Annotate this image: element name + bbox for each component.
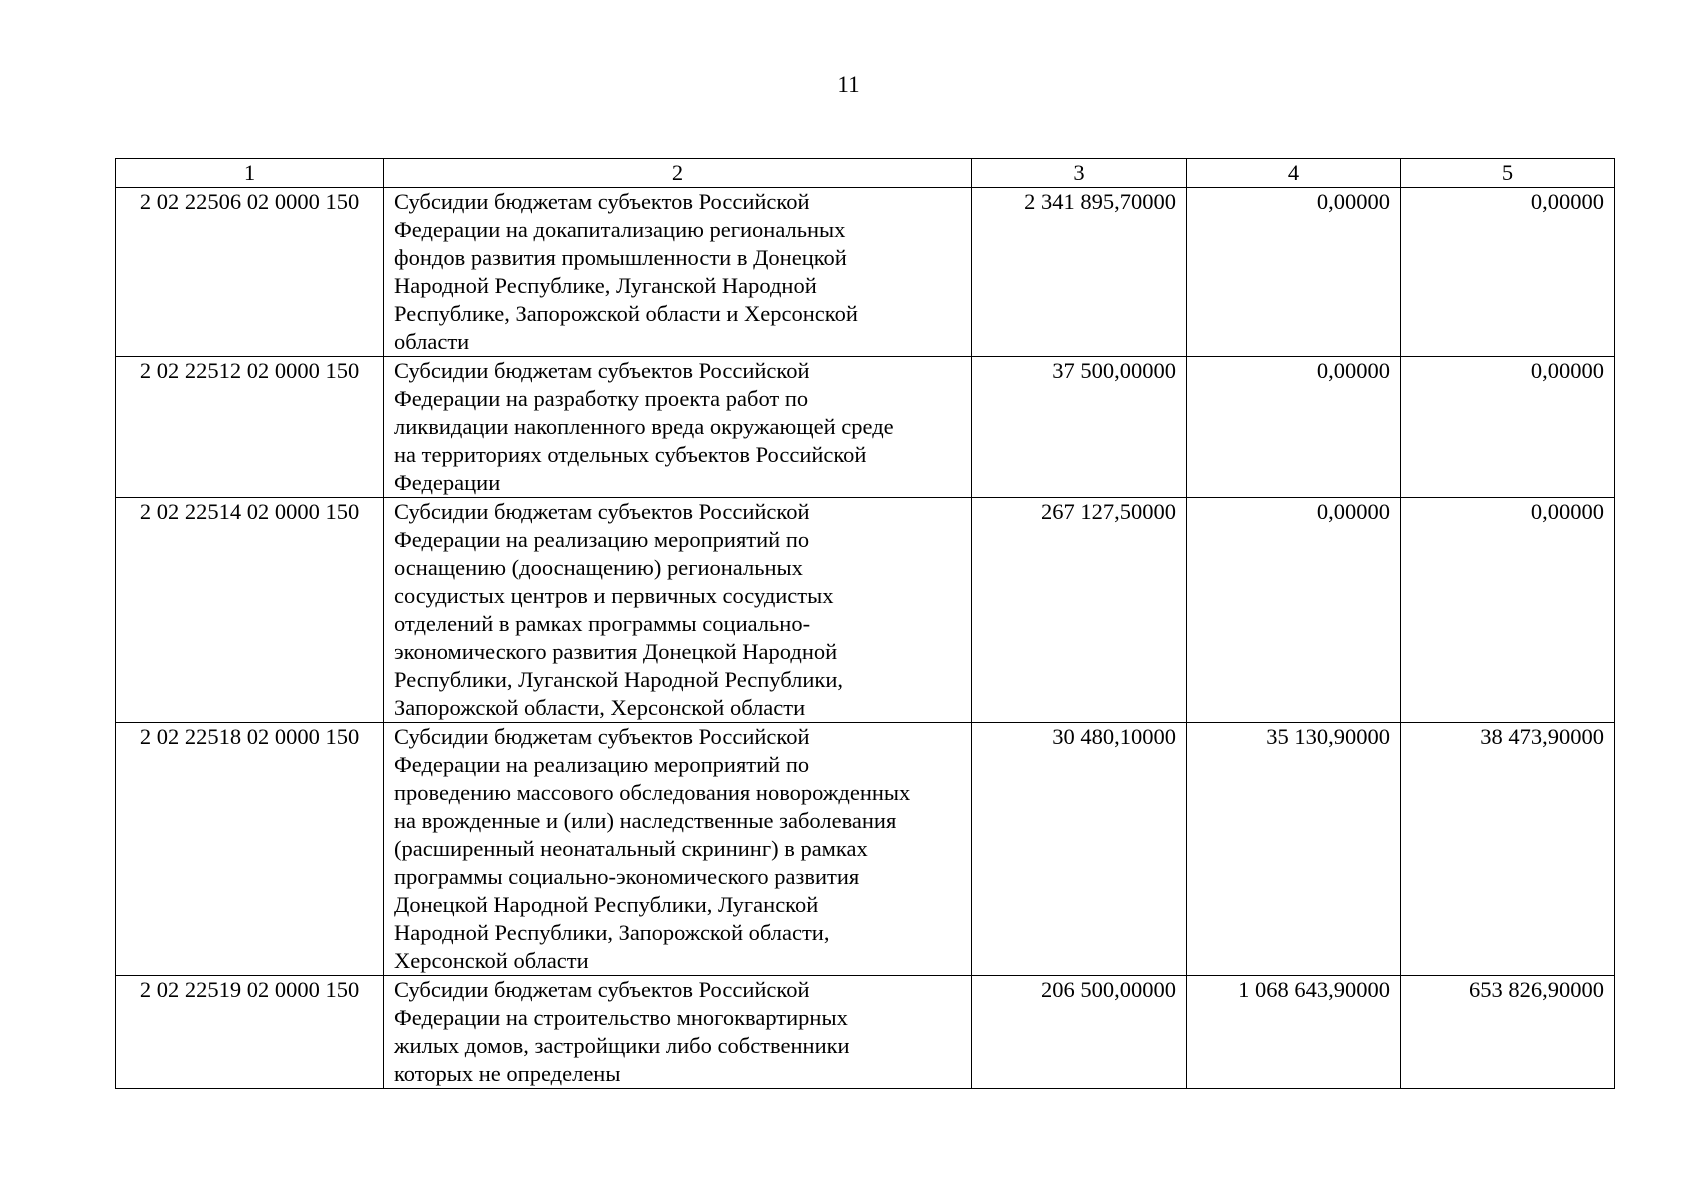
description-line: Федерации на строительство многоквартирных — [394, 1005, 848, 1030]
row-description — [384, 976, 972, 1089]
column-header-2: 2 — [384, 159, 972, 188]
header-row — [116, 159, 1615, 188]
row-code: 2 02 22514 02 0000 150 — [116, 498, 384, 723]
description-line: Субсидии бюджетам субъектов Российской — [394, 358, 810, 383]
description-line: оснащению (дооснащению) региональных — [394, 555, 803, 580]
row-value-col3: 37 500,00000 — [972, 357, 1187, 498]
row-value-col5: 653 826,90000 — [1401, 976, 1615, 1089]
description-line: Запорожской области, Херсонской области — [394, 695, 806, 720]
row-value-col5: 0,00000 — [1401, 357, 1615, 498]
row-value-col3: 206 500,00000 — [972, 976, 1187, 1089]
table-row — [116, 188, 1615, 357]
row-value-col5: 0,00000 — [1401, 498, 1615, 723]
description-line: сосудистых центров и первичных сосудистых — [394, 583, 834, 608]
description-line: Народной Республики, Запорожской области, — [394, 920, 830, 945]
description-line: отделений в рамках программы социально- — [394, 611, 811, 636]
description-line: на врожденные и (или) наследственные заболевания — [394, 808, 897, 833]
budget-table — [115, 158, 1615, 1089]
description-line: фондов развития промышленности в Донецкой — [394, 245, 847, 270]
description-line: проведению массового обследования новорожденных — [394, 780, 911, 805]
column-header-3: 3 — [972, 159, 1187, 188]
description-line: Федерации на докапитализацию региональных — [394, 217, 846, 242]
description-line: программы социально-экономического развития — [394, 864, 860, 889]
row-value-col4: 0,00000 — [1187, 188, 1401, 357]
column-header-1: 1 — [116, 159, 384, 188]
table-row — [116, 723, 1615, 976]
row-value-col4: 0,00000 — [1187, 498, 1401, 723]
row-value-col5: 38 473,90000 — [1401, 723, 1615, 976]
description-line: Херсонской области — [394, 948, 589, 973]
description-line: ликвидации накопленного вреда окружающей среде — [394, 414, 894, 439]
description-line: Субсидии бюджетам субъектов Российской — [394, 977, 810, 1002]
description-line: Республики, Луганской Народной Республики, — [394, 667, 844, 692]
row-value-col5: 0,00000 — [1401, 188, 1615, 357]
table-row — [116, 498, 1615, 723]
row-value-col4: 0,00000 — [1187, 357, 1401, 498]
column-header-5: 5 — [1401, 159, 1615, 188]
row-code: 2 02 22506 02 0000 150 — [116, 188, 384, 357]
description-line: Федерации на реализацию мероприятий по — [394, 752, 810, 777]
row-value-col3: 2 341 895,70000 — [972, 188, 1187, 357]
description-line: (расширенный неонатальный скрининг) в рамках — [394, 836, 868, 861]
row-code: 2 02 22519 02 0000 150 — [116, 976, 384, 1089]
description-line: области — [394, 329, 470, 354]
table-body — [116, 188, 1615, 1089]
table-row — [116, 357, 1615, 498]
description-line: Субсидии бюджетам субъектов Российской — [394, 724, 810, 749]
description-line: Федерации на реализацию мероприятий по — [394, 527, 810, 552]
row-description — [384, 357, 972, 498]
description-line: Народной Республике, Луганской Народной — [394, 273, 817, 298]
row-value-col3: 267 127,50000 — [972, 498, 1187, 723]
description-line: жилых домов, застройщики либо собственники — [394, 1033, 850, 1058]
column-header-4: 4 — [1187, 159, 1401, 188]
description-line: Федерации — [394, 470, 501, 495]
row-value-col4: 35 130,90000 — [1187, 723, 1401, 976]
row-description — [384, 723, 972, 976]
row-code: 2 02 22512 02 0000 150 — [116, 357, 384, 498]
description-line: экономического развития Донецкой Народной — [394, 639, 838, 664]
description-line: Республике, Запорожской области и Херсонской — [394, 301, 858, 326]
table-row — [116, 976, 1615, 1089]
description-line: Донецкой Народной Республики, Луганской — [394, 892, 819, 917]
description-line: Субсидии бюджетам субъектов Российской — [394, 499, 810, 524]
description-line: Субсидии бюджетам субъектов Российской — [394, 189, 810, 214]
row-description — [384, 498, 972, 723]
description-line: которых не определены — [394, 1061, 621, 1086]
row-code: 2 02 22518 02 0000 150 — [116, 723, 384, 976]
row-value-col3: 30 480,10000 — [972, 723, 1187, 976]
description-line: на территориях отдельных субъектов Российской — [394, 442, 867, 467]
row-description — [384, 188, 972, 357]
description-line: Федерации на разработку проекта работ по — [394, 386, 809, 411]
row-value-col4: 1 068 643,90000 — [1187, 976, 1401, 1089]
page-number: 11 — [837, 72, 860, 97]
